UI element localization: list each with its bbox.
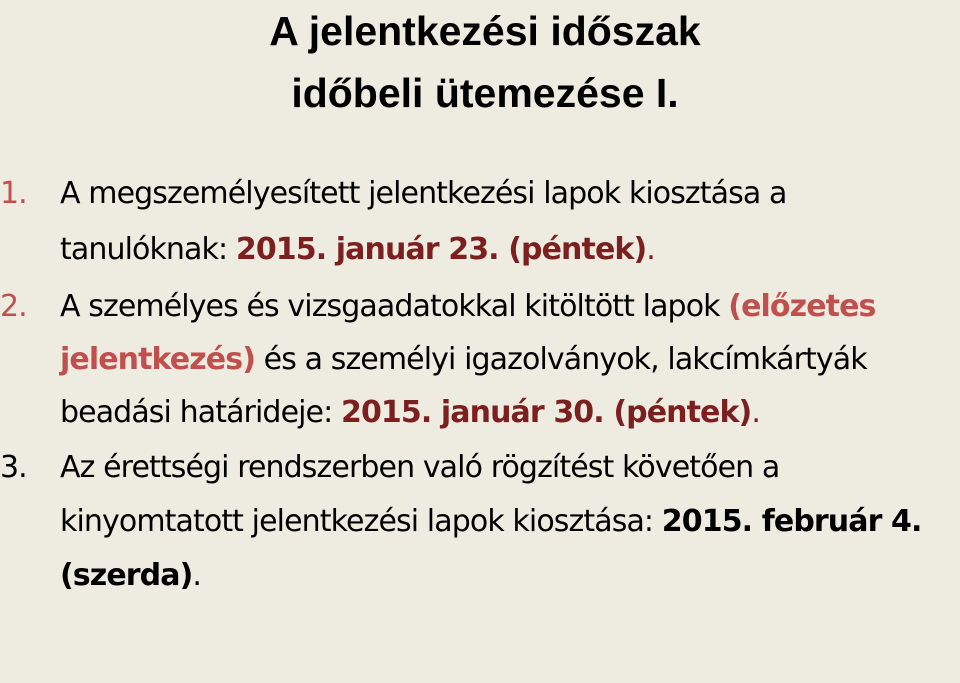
list-item-2	[0, 280, 960, 439]
schedule-list	[0, 166, 960, 603]
list-item-text: A megszemélyesített jelentkezési lapok kiosztása a tanulóknak:	[60, 176, 787, 267]
list-item-number: 3.	[0, 450, 27, 485]
list-item-highlight: (előzetes jelentkezés)	[60, 289, 876, 377]
list-item-date: 2015. február 4. (szerda)	[60, 504, 922, 593]
list-item-date-suffix: .	[751, 395, 761, 430]
slide-title	[0, 0, 960, 124]
list-item-date-suffix: .	[646, 232, 655, 267]
list-item-number: 2.	[0, 289, 27, 324]
list-item-number: 1.	[0, 176, 27, 211]
list-item-3	[0, 441, 960, 603]
list-item-text: A személyes és vizsgaadatokkal kitöltött lapok	[60, 289, 729, 324]
title-line-1: A jelentkezési időszak	[269, 8, 701, 54]
list-item-date: 2015. január 30. (péntek)	[340, 395, 752, 430]
list-item-text-end: és a személyi igazolványok, lakcímkártyák beadási határideje:	[60, 342, 867, 430]
title-line-2: időbeli ütemezése I.	[291, 70, 679, 116]
list-item-1	[0, 166, 960, 278]
list-item-date-suffix: .	[192, 558, 202, 593]
list-item-date: 2015. január 23. (péntek)	[235, 232, 647, 267]
list-item-text: Az érettségi rendszerben való rögzítést követően a kinyomtatott jelentkezési lapok kiosztása:	[60, 450, 780, 539]
